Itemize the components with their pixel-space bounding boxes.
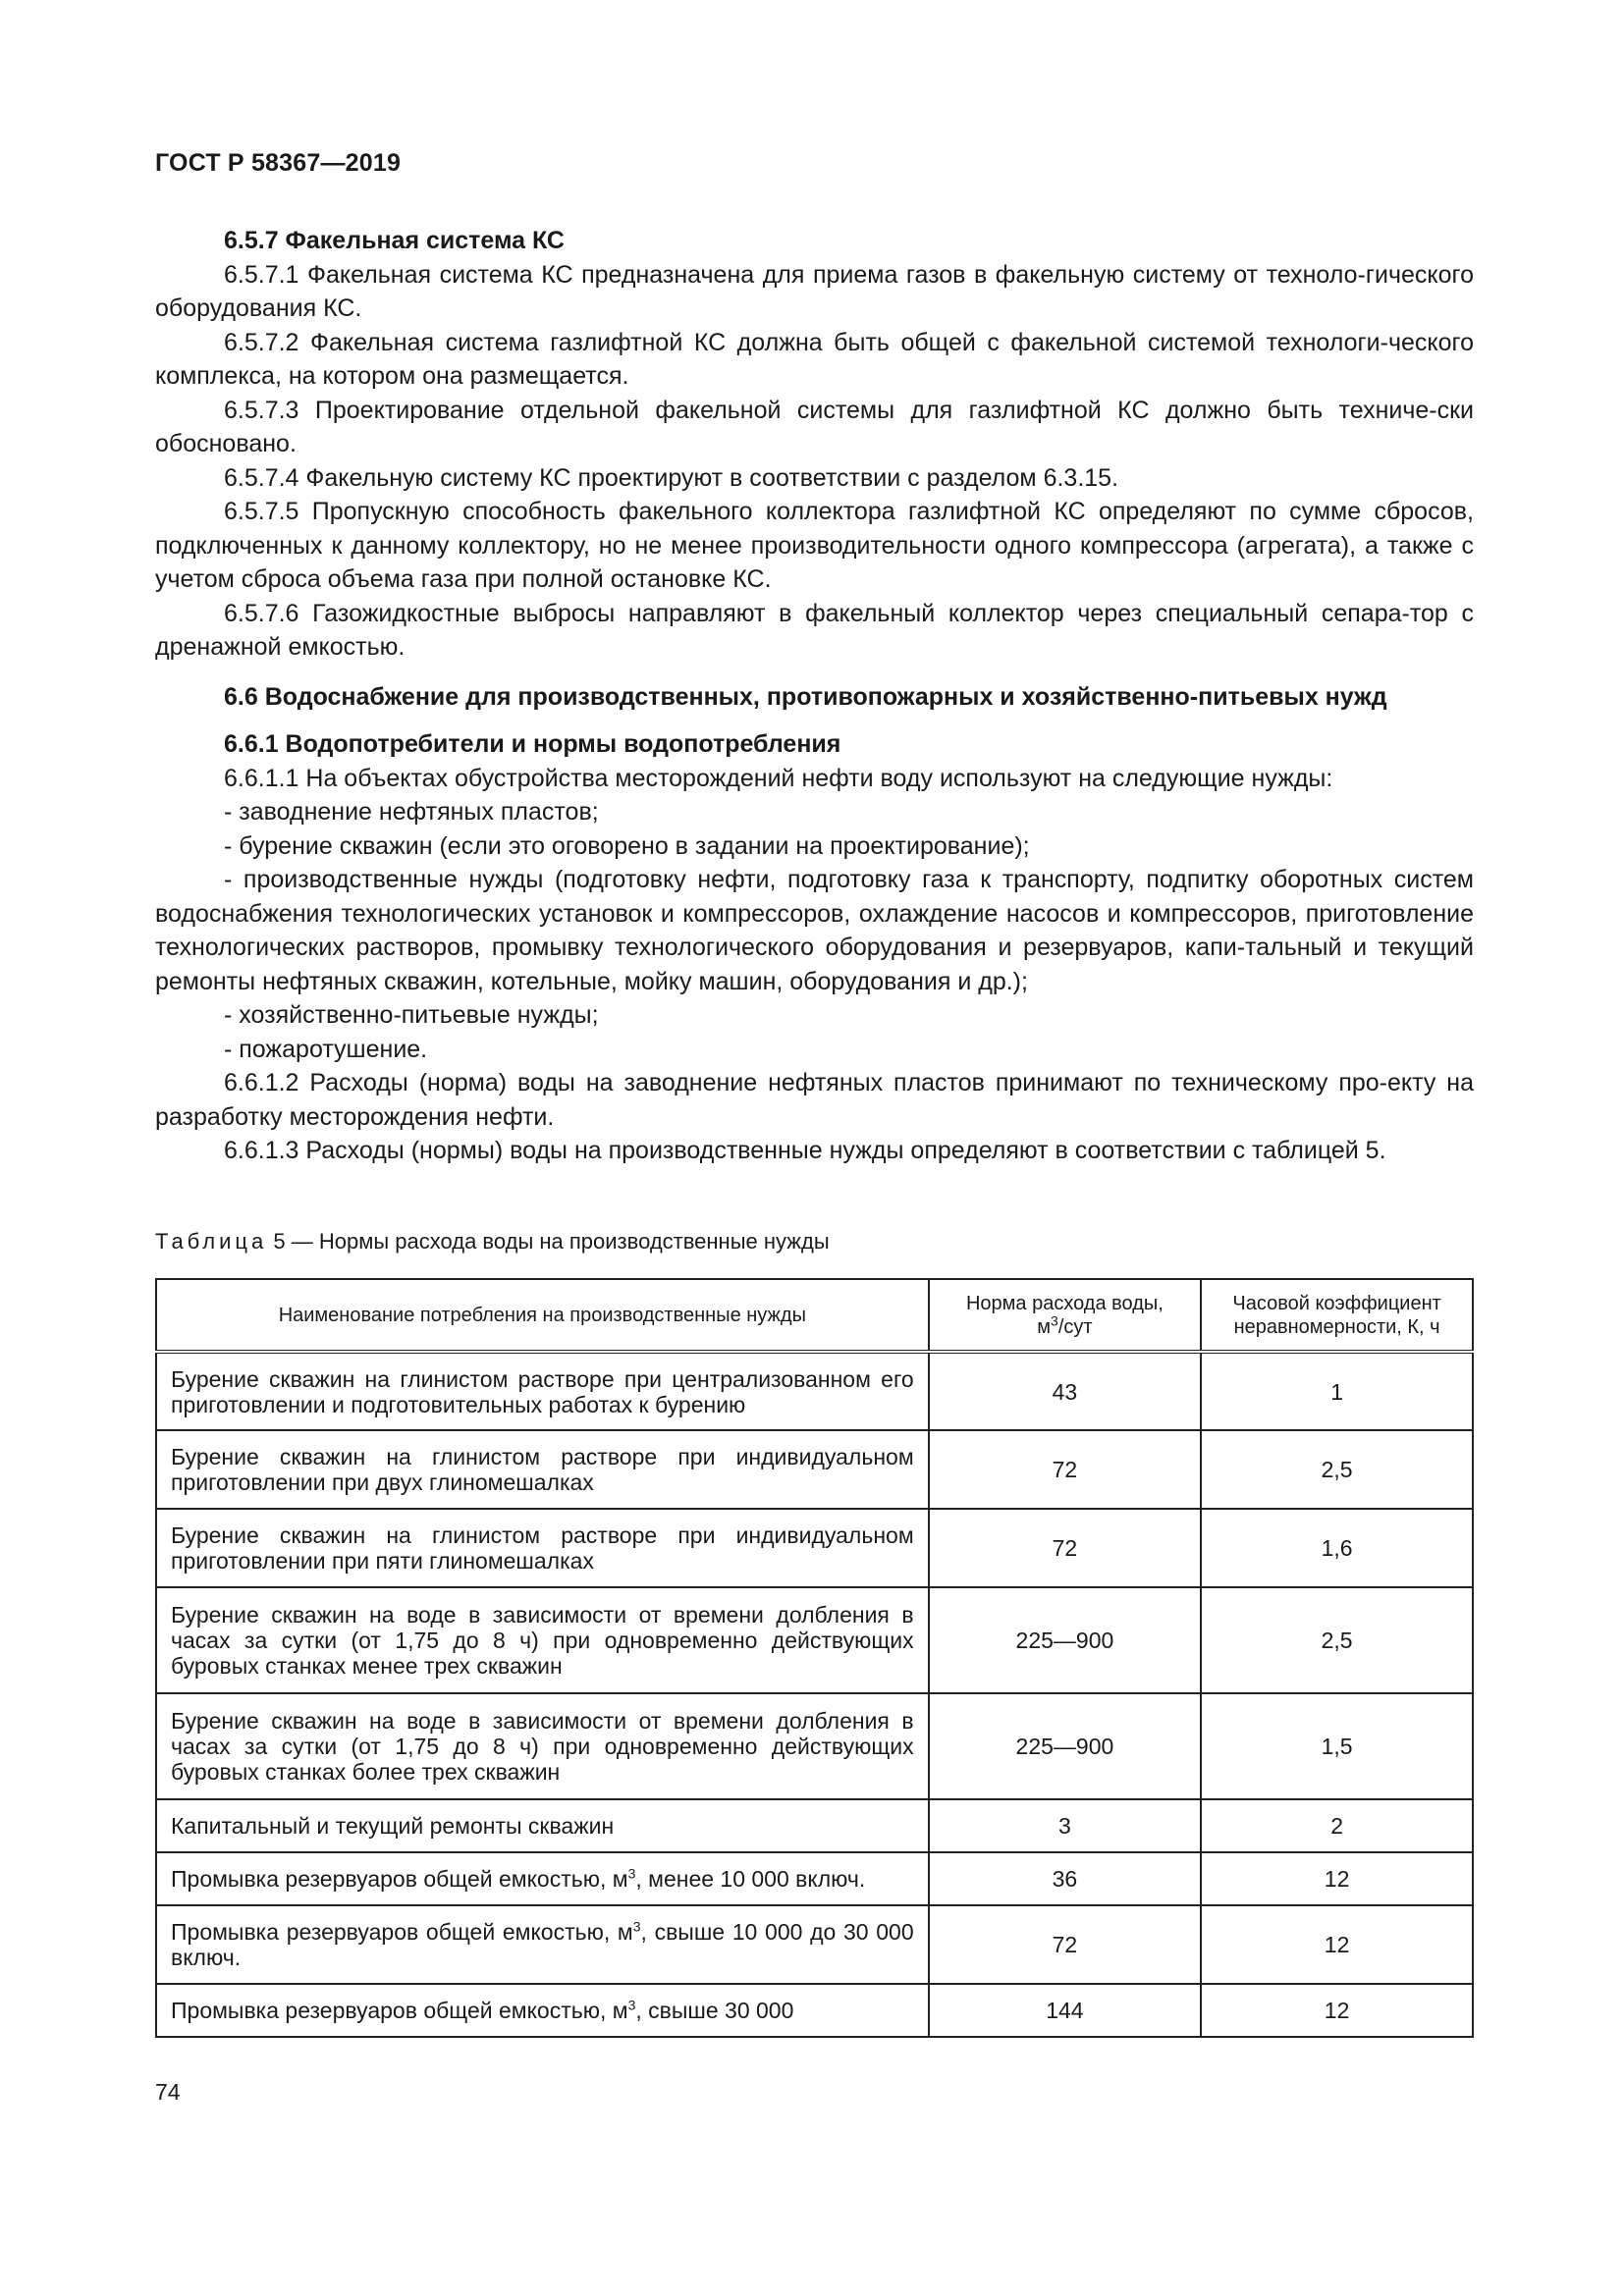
body-text [155, 224, 1474, 1168]
hourly-coefficient-cell: 12 [1201, 1852, 1473, 1905]
paragraph-6-5-7-2: 6.5.7.2 Факельная система газлифтной КС должна быть общей с факельной системой технологи-ческого комплекса, на котором она размещается. [155, 328, 1474, 390]
hourly-coefficient-cell: 1 [1201, 1352, 1473, 1430]
page-number: 74 [155, 2079, 181, 2105]
column-header-hourly-coefficient: Часовой коэффициент неравномерности, К, ч [1201, 1279, 1473, 1352]
list-item: - пожаротушение. [224, 1035, 428, 1063]
water-norm-cell: 36 [929, 1852, 1202, 1905]
water-norm-cell: 3 [929, 1799, 1202, 1852]
table-row [156, 1430, 1473, 1509]
water-norm-cell: 72 [929, 1509, 1202, 1587]
paragraph-6-5-7-6: 6.5.7.6 Газожидкостные выбросы направляют в факельный коллектор через специальный сепара-тор с дренажной емкостью. [155, 599, 1474, 661]
table-caption-label: Таблица [155, 1229, 268, 1254]
hourly-coefficient-cell: 1,6 [1201, 1509, 1473, 1587]
hourly-coefficient-cell: 12 [1201, 1984, 1473, 2037]
table-row [156, 1352, 1473, 1430]
consumption-name-cell: Промывка резервуаров общей емкостью, $м^3$, свыше 30 000 [156, 1984, 929, 2037]
consumption-name-cell: Бурение скважин на воде в зависимости от времени долбления в часах за сутки (от 1,75 до 8 ч) при одновременно действующих буровых станках менее трех скважин [156, 1587, 929, 1693]
section-heading-6-6-1: 6.6.1 Водопотребители и нормы водопотребления [224, 730, 841, 758]
consumption-name-cell: Бурение скважин на глинистом растворе при индивидуальном приготовлении при пяти глиномешалках [156, 1509, 929, 1587]
paragraph-6-5-7-3: 6.5.7.3 Проектирование отдельной факельной системы для газлифтной КС должно быть техниче-ски обосновано. [155, 396, 1474, 457]
water-norms-table [155, 1278, 1474, 2038]
list-item: - бурение скважин (если это оговорено в задании на проектирование); [224, 831, 1030, 860]
water-norm-cell: 72 [929, 1905, 1202, 1984]
table-caption [155, 1229, 830, 1255]
table-row [156, 1984, 1473, 2037]
table-row [156, 1693, 1473, 1799]
hourly-coefficient-cell: 2,5 [1201, 1430, 1473, 1509]
table-header-row [156, 1279, 1473, 1352]
paragraph-6-5-7-5: 6.5.7.5 Пропускную способность факельного коллектора газлифтной КС определяют по сумме сбросов, подключенных к данному коллектору, но не менее производительности одного компрессора (агрегата), а также с учетом сброса объема газа при полной остановке КС. [155, 498, 1474, 593]
water-norm-cell: 225—900 [929, 1693, 1202, 1799]
table-row [156, 1799, 1473, 1852]
paragraph-6-6-1-3: 6.6.1.3 Расходы (нормы) воды на производственные нужды определяют в соответствии с таблицей 5. [224, 1137, 1386, 1164]
paragraph-6-6-1-2: 6.6.1.2 Расходы (норма) воды на заводнение нефтяных пластов принимают по техническому про-екту на разработку месторождения нефти. [155, 1069, 1474, 1131]
consumption-name-cell: Бурение скважин на глинистом растворе при централизованном его приготовлении и подготовительных работах к бурению [156, 1352, 929, 1430]
column-header-water-norm: Норма расхода воды, $м^3$/сут [929, 1279, 1202, 1352]
list-item: - заводнение нефтяных пластов; [224, 798, 599, 826]
water-norm-cell: 72 [929, 1430, 1202, 1509]
consumption-name-cell: Капитальный и текущий ремонты скважин [156, 1799, 929, 1852]
table-caption-title: 5 — Нормы расхода воды на производственные нужды [273, 1229, 830, 1254]
list-item: - хозяйственно-питьевые нужды; [224, 1001, 599, 1029]
water-norm-cell: 144 [929, 1984, 1202, 2037]
paragraph-6-5-7-4: 6.5.7.4 Факельную систему КС проектируют в соответствии с разделом 6.3.15. [224, 463, 1119, 492]
water-norm-cell: 225—900 [929, 1587, 1202, 1693]
table-row [156, 1587, 1473, 1693]
paragraph-6-6-1-1: 6.6.1.1 На объектах обустройства месторождений нефти воду используют на следующие нужды: [224, 764, 1333, 792]
hourly-coefficient-cell: 12 [1201, 1905, 1473, 1984]
column-header-consumption: Наименование потребления на производственные нужды [156, 1279, 929, 1352]
consumption-name-cell: Промывка резервуаров общей емкостью, $м^3$, свыше 10 000 до 30 000 включ. [156, 1905, 929, 1984]
water-norm-cell: 43 [929, 1352, 1202, 1430]
hourly-coefficient-cell: 1,5 [1201, 1693, 1473, 1799]
paragraph-6-5-7-1: 6.5.7.1 Факельная система КС предназначена для приема газов в факельную систему от техноло-гического оборудования КС. [155, 260, 1474, 322]
hourly-coefficient-cell: 2 [1201, 1799, 1473, 1852]
consumption-name-cell: Бурение скважин на воде в зависимости от времени долбления в часах за сутки (от 1,75 до 8 ч) при одновременно действующих буровых станках более трех скважин [156, 1693, 929, 1799]
section-heading-6-5-7: 6.5.7 Факельная система КС [224, 227, 565, 254]
document-code-header: ГОСТ Р 58367—2019 [155, 149, 402, 177]
table-row [156, 1509, 1473, 1587]
table-row [156, 1905, 1473, 1984]
consumption-name-cell: Промывка резервуаров общей емкостью, $м^3$, менее 10 000 включ. [156, 1852, 929, 1905]
section-heading-6-6: 6.6 Водоснабжение для производственных, противопожарных и хозяйственно-питьевых нужд [224, 682, 1387, 711]
table-row [156, 1852, 1473, 1905]
consumption-name-cell: Бурение скважин на глинистом растворе при индивидуальном приготовлении при двух глиномешалках [156, 1430, 929, 1509]
list-item: - производственные нужды (подготовку нефти, подготовку газа к транспорту, подпитку оборотных систем водоснабжения технологических установок и компрессоров, охлаждение насосов и компрессоров, приготовление технологических растворов, промывку технологического оборудования и резервуаров, капи-тальный и текущий ремонты нефтяных скважин, котельные, мойку машин, оборудования и др.); [155, 866, 1474, 995]
hourly-coefficient-cell: 2,5 [1201, 1587, 1473, 1693]
